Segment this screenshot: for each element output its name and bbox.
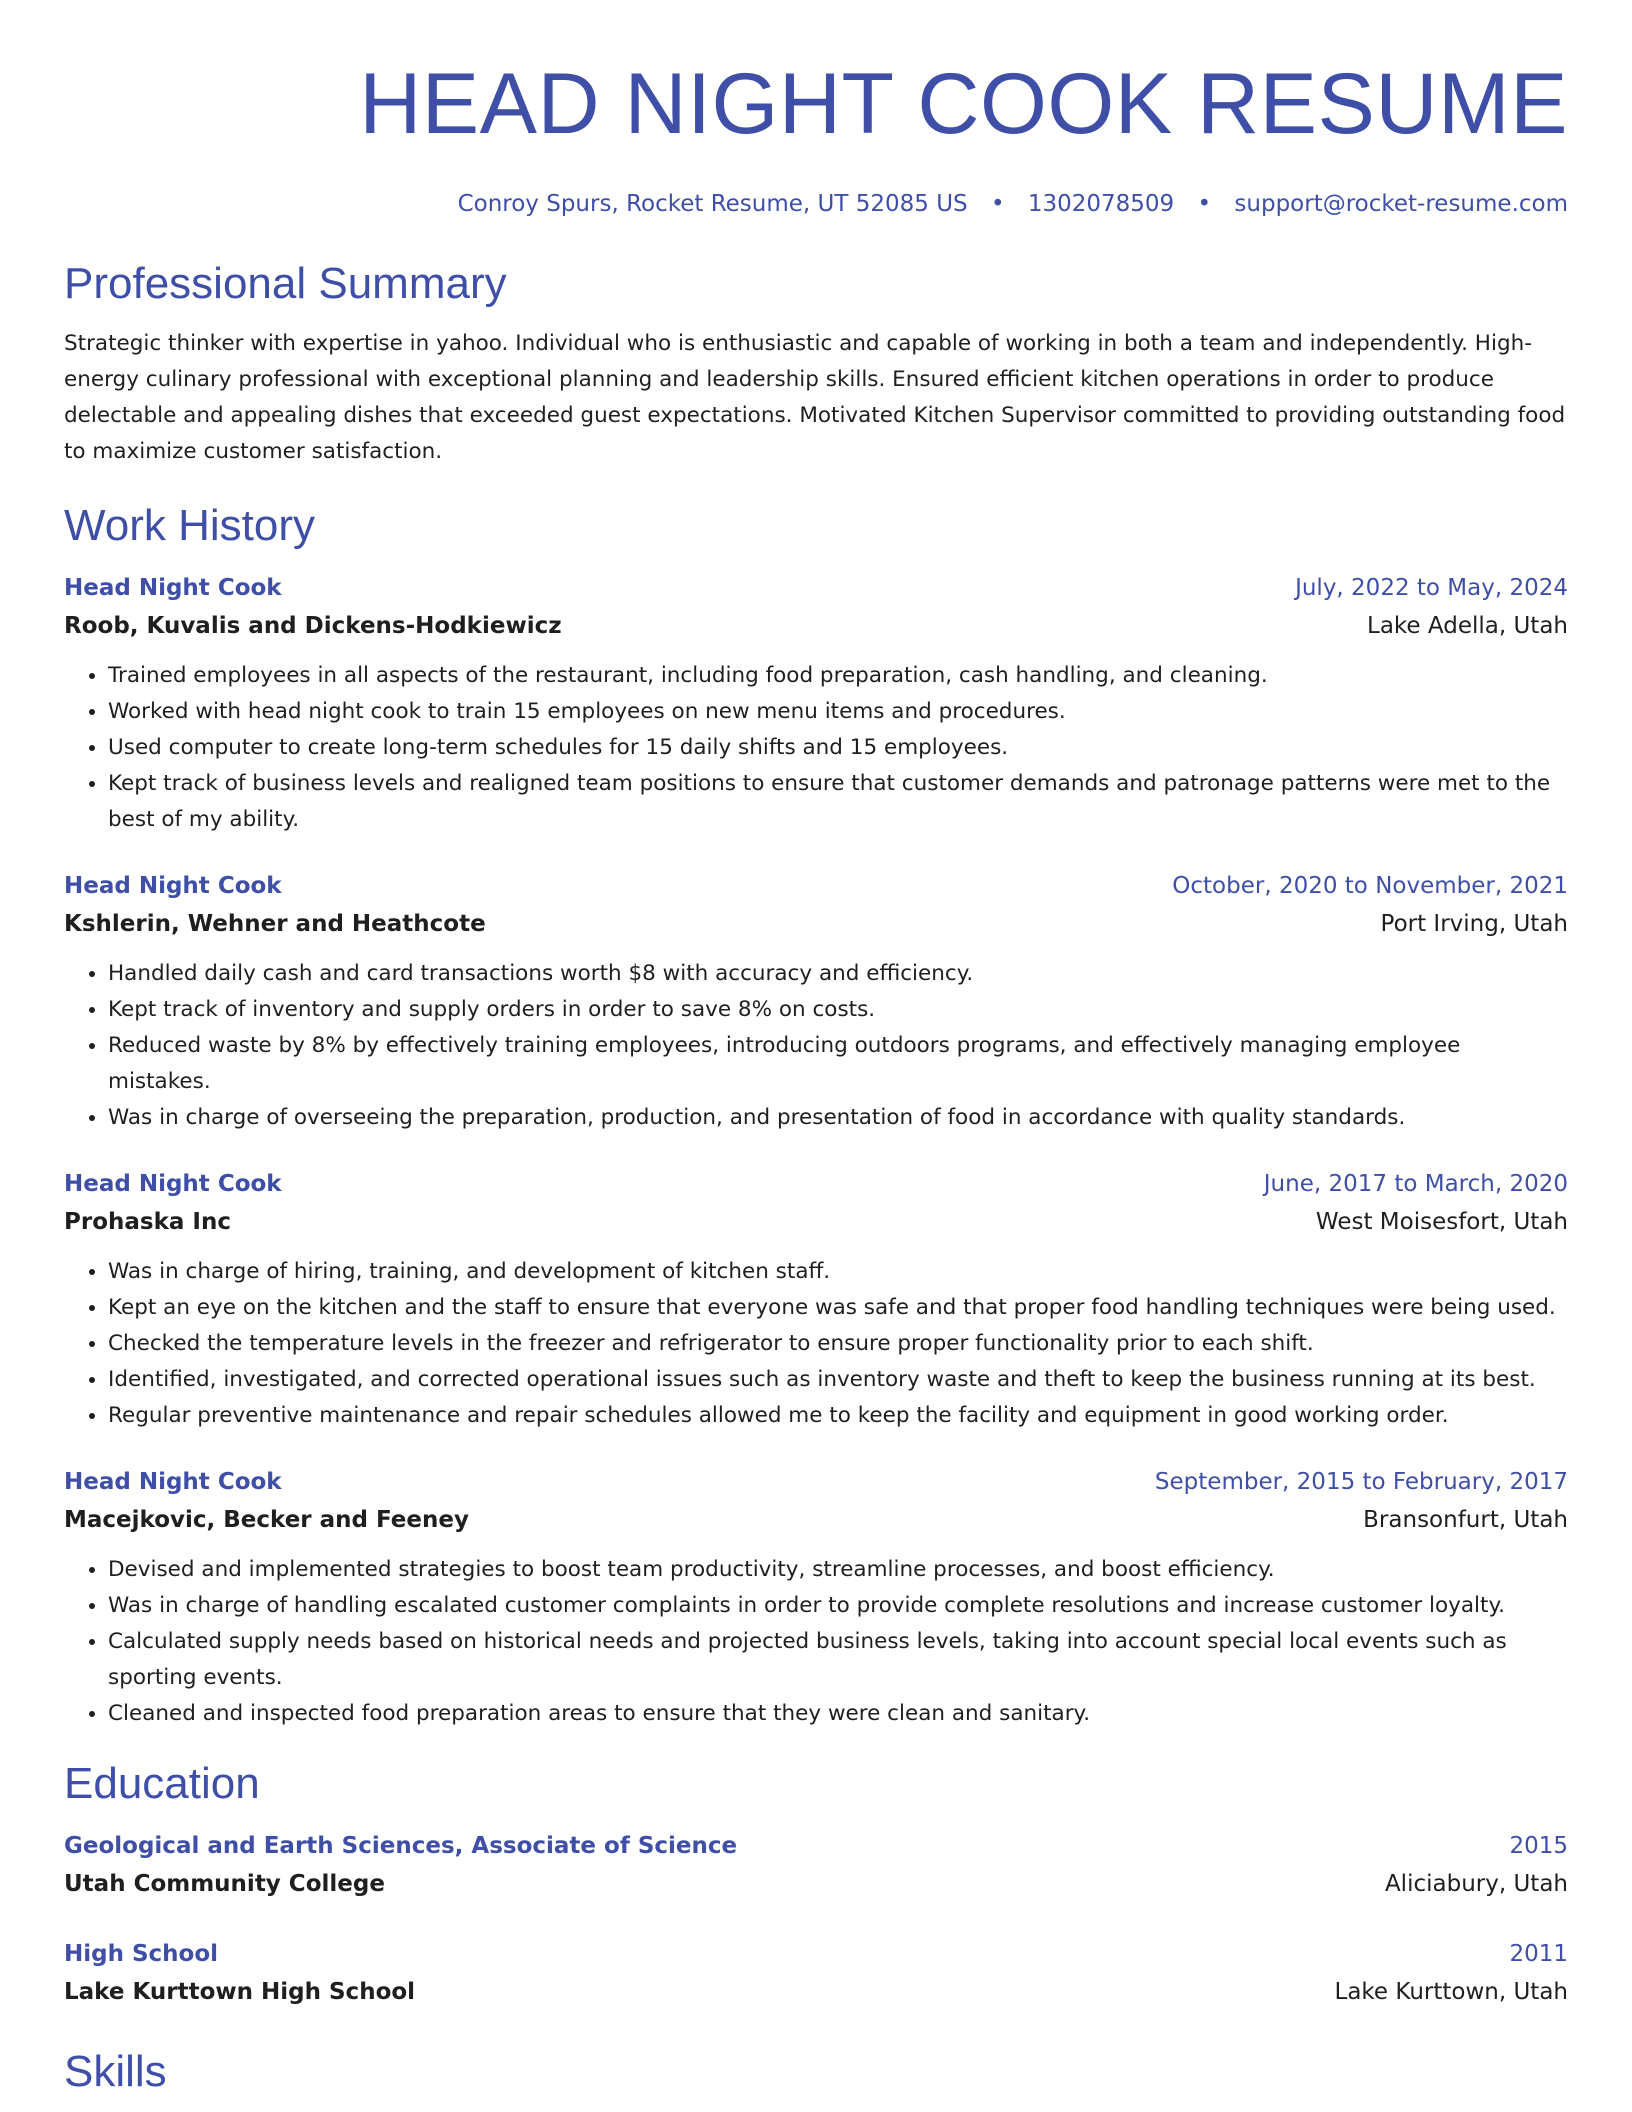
education-school: Lake Kurttown High School	[64, 1979, 416, 2005]
job-location: West Moisesfort, Utah	[1315, 1209, 1568, 1235]
job-title: Head Night Cook	[64, 1469, 282, 1495]
education-entry	[64, 1828, 1568, 1904]
work-history-heading: Work History	[64, 501, 315, 550]
job-title: Head Night Cook	[64, 1171, 282, 1197]
job-dates: October, 2020 to November, 2021	[1172, 873, 1568, 899]
job-bullet: • Checked the temperature levels in the freezer and refrigerator to ensure proper functionality prior to each shift.	[108, 1326, 1568, 1362]
job-bullet: • Calculated supply needs based on historical needs and projected business levels, taking into account special local events such as sporting events.	[108, 1624, 1568, 1696]
education-location: Lake Kurttown, Utah	[1334, 1979, 1568, 2005]
job-location: Bransonfurt, Utah	[1363, 1507, 1568, 1533]
job-bullet: • Used computer to create long-term schedules for 15 daily shifts and 15 employees.	[108, 730, 1568, 766]
job-bullet: • Devised and implemented strategies to boost team productivity, streamline processes, and boost efficiency.	[108, 1552, 1568, 1588]
skills-heading: Skills	[64, 2047, 167, 2096]
job-bullets	[64, 658, 1568, 838]
contact-line	[64, 188, 1568, 220]
resume-header	[64, 48, 1568, 220]
job-bullet: • Was in charge of overseeing the preparation, production, and presentation of food in accordance with quality standards.	[108, 1100, 1568, 1136]
job-dates: June, 2017 to March, 2020	[1263, 1171, 1568, 1197]
job-entry	[64, 868, 1568, 1136]
summary-text: Strategic thinker with expertise in yahoo. Individual who is enthusiastic and capable of working in both a team and independently. High-energy culinary professional with exceptional planning and leadership skills. Ensured efficient kitchen operations in order to produce delectable and appealing dishes that exceeded guest expectations. Motivated Kitchen Supervisor committed to providing outstanding food to maximize customer satisfaction.	[64, 331, 1566, 464]
job-location: Lake Adella, Utah	[1367, 613, 1568, 639]
job-company: Macejkovic, Becker and Feeney	[64, 1507, 469, 1533]
contact-separator: •	[1197, 191, 1212, 217]
job-bullet: • Identified, investigated, and corrected operational issues such as inventory waste and theft to keep the business running at its best.	[108, 1362, 1568, 1398]
job-bullets	[64, 1552, 1568, 1732]
job-bullet: • Was in charge of hiring, training, and development of kitchen staff.	[108, 1254, 1568, 1290]
summary-section	[64, 256, 1568, 470]
education-location: Aliciabury, Utah	[1384, 1871, 1568, 1897]
education-school: Utah Community College	[64, 1871, 385, 1897]
job-title: Head Night Cook	[64, 873, 282, 899]
contact-address: Conroy Spurs, Rocket Resume, UT 52085 US	[457, 191, 968, 217]
job-company: Roob, Kuvalis and Dickens-Hodkiewicz	[64, 613, 562, 639]
job-bullet: • Kept track of business levels and realigned team positions to ensure that customer demands and patronage patterns were met to the best of my ability.	[108, 766, 1568, 838]
job-entry	[64, 1166, 1568, 1434]
work-history-section	[64, 498, 1568, 1732]
job-bullet: • Trained employees in all aspects of the restaurant, including food preparation, cash handling, and cleaning.	[108, 658, 1568, 694]
skills-section	[64, 2044, 1568, 2100]
job-bullets	[64, 1254, 1568, 1434]
education-degree: High School	[64, 1941, 219, 1967]
resume-title: HEAD NIGHT COOK RESUME	[359, 56, 1568, 152]
job-entry	[64, 1464, 1568, 1732]
education-entry	[64, 1936, 1568, 2012]
job-company: Kshlerin, Wehner and Heathcote	[64, 911, 486, 937]
job-dates: July, 2022 to May, 2024	[1295, 575, 1568, 601]
job-dates: September, 2015 to February, 2017	[1154, 1469, 1568, 1495]
contact-separator: •	[990, 191, 1005, 217]
job-bullet: • Regular preventive maintenance and repair schedules allowed me to keep the facility and equipment in good working order.	[108, 1398, 1568, 1434]
job-entry	[64, 570, 1568, 838]
contact-phone: 1302078509	[1027, 191, 1175, 217]
job-bullet: • Kept an eye on the kitchen and the staff to ensure that everyone was safe and that proper food handling techniques were being used.	[108, 1290, 1568, 1326]
education-year: 2011	[1509, 1941, 1568, 1967]
summary-heading: Professional Summary	[64, 259, 507, 308]
education-year: 2015	[1509, 1833, 1568, 1859]
job-bullet: • Handled daily cash and card transactions worth $8 with accuracy and efficiency.	[108, 956, 1568, 992]
job-location: Port Irving, Utah	[1380, 911, 1568, 937]
job-bullet: • Was in charge of handling escalated customer complaints in order to provide complete resolutions and increase customer loyalty.	[108, 1588, 1568, 1624]
education-heading: Education	[64, 1759, 260, 1808]
education-section	[64, 1756, 1568, 2012]
education-degree: Geological and Earth Sciences, Associate of Science	[64, 1833, 738, 1859]
job-bullet: • Worked with head night cook to train 15 employees on new menu items and procedures.	[108, 694, 1568, 730]
job-title: Head Night Cook	[64, 575, 282, 601]
contact-email: support@rocket-resume.com	[1234, 191, 1568, 217]
job-company: Prohaska Inc	[64, 1209, 231, 1235]
job-bullets	[64, 956, 1568, 1136]
job-bullet: • Cleaned and inspected food preparation areas to ensure that they were clean and sanitary.	[108, 1696, 1568, 1732]
job-bullet: • Kept track of inventory and supply orders in order to save 8% on costs.	[108, 992, 1568, 1028]
job-bullet: • Reduced waste by 8% by effectively training employees, introducing outdoors programs, and effectively managing employee mistakes.	[108, 1028, 1568, 1100]
